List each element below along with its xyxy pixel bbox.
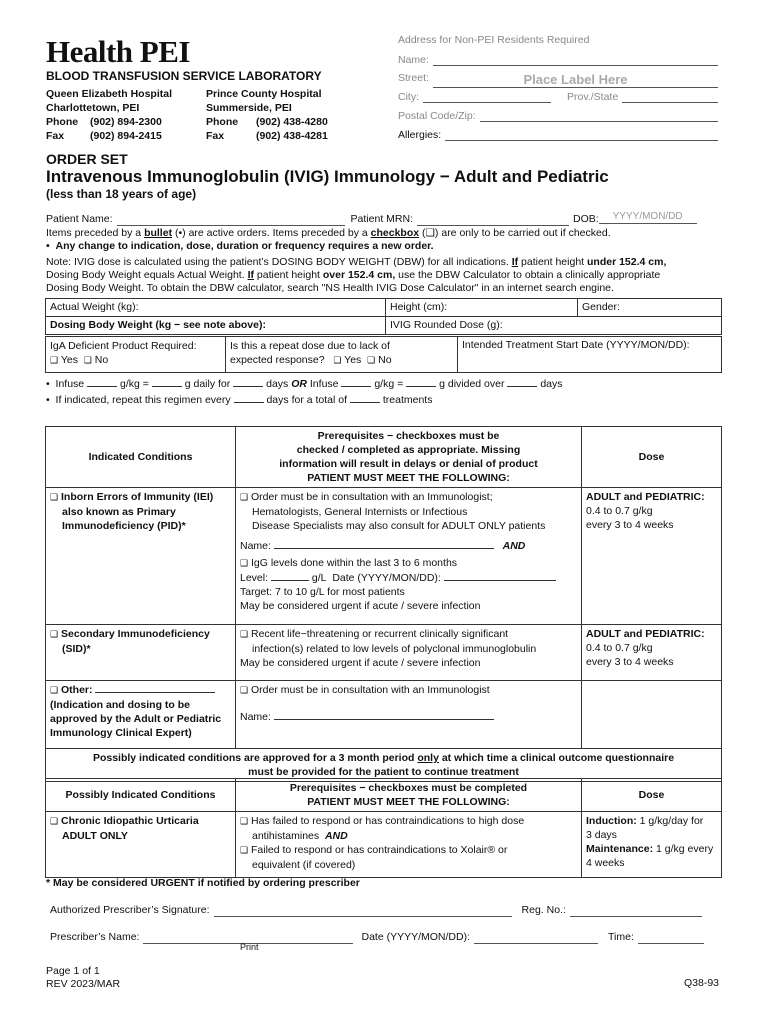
checkbox-icon[interactable]: ❑: [240, 630, 249, 640]
sid-condition: Secondary Immunodeficiency: [61, 628, 210, 640]
address-name-field[interactable]: [433, 54, 718, 66]
dob-placeholder: YYYY/MON/DD: [612, 211, 683, 222]
possible-conditions-table: [45, 778, 722, 878]
infuse-or: OR: [291, 378, 307, 390]
address-postal-label: Postal Code/Zip:: [398, 110, 476, 122]
other-condition-label: Other:: [61, 684, 93, 696]
other-condition-text: approved by the Adult or Pediatric: [50, 713, 222, 725]
height-cell[interactable]: [386, 299, 578, 317]
pid-dose-text: every 3 to 4 weeks: [586, 519, 674, 531]
order-set-heading: ORDER SET: [46, 151, 128, 167]
checkbox-icon[interactable]: ❑: [50, 356, 59, 366]
repeat-question: expected response?: [230, 354, 325, 366]
checkbox-icon[interactable]: ❑: [240, 559, 249, 569]
checkbox-icon[interactable]: ❑: [83, 356, 92, 366]
header-conditions: [46, 427, 236, 488]
gender-cell[interactable]: [578, 299, 722, 317]
other-name-label: Name:: [240, 711, 271, 723]
ciu-induction-value: 1 g/kg/day for: [639, 815, 704, 827]
pid-dose-cell: [582, 488, 722, 625]
address-name-row[interactable]: [398, 54, 718, 66]
checkbox-icon[interactable]: ❑: [240, 686, 249, 696]
dosing-weight-label: Dosing Body Weight (kg − see note above):: [50, 319, 266, 331]
page-number: Page 1 of 1: [46, 965, 100, 977]
place-label-text: Place Label Here: [523, 72, 628, 87]
address-city-field[interactable]: [423, 91, 551, 103]
change-note-text: Any change to indication, dose, duration or frequency requires a new order.: [55, 240, 434, 252]
pid-prereq-text: Hematologists, General Internists or Infectious: [252, 506, 468, 518]
signature-label: Authorized Prescriber’s Signature:: [50, 904, 210, 916]
patient-row: [46, 212, 726, 226]
checkbox-icon[interactable]: ❑: [50, 817, 59, 827]
header-conditions-text: Indicated Conditions: [88, 451, 193, 463]
pid-dose-heading: ADULT and PEDIATRIC:: [586, 491, 705, 503]
header-prereq-line: PATIENT MUST MEET THE FOLLOWING:: [307, 472, 510, 484]
blank-field[interactable]: [233, 377, 263, 387]
sid-condition-cell: [46, 625, 236, 681]
pid-level-field[interactable]: [271, 571, 309, 581]
time-field[interactable]: [638, 930, 704, 944]
reg-no-label: Reg. No.:: [521, 904, 566, 916]
pid-dose-text: 0.4 to 0.7 g/kg: [586, 505, 653, 517]
pid-date-field[interactable]: [444, 571, 556, 581]
pid-urgent: May be considered urgent if acute / severe infection: [240, 600, 481, 612]
print-caption: Print: [240, 942, 259, 952]
ciu-condition: ADULT ONLY: [62, 830, 128, 842]
allergies-field[interactable]: [445, 129, 718, 141]
regimen-text: treatments: [382, 394, 433, 406]
other-condition-cell: [46, 681, 236, 749]
other-condition-text: Immunology Clinical Expert): [50, 727, 192, 739]
patient-name-label: Patient Name:: [46, 213, 113, 225]
blank-field[interactable]: [406, 377, 436, 387]
checkbox-icon[interactable]: ❑: [50, 686, 59, 696]
repeat-question: Is this a repeat dose due to lack of: [230, 340, 390, 352]
sid-dose-cell: [582, 625, 722, 681]
pid-prereq-cell: [236, 488, 582, 625]
header-possible-dose: [582, 779, 722, 812]
dob-field[interactable]: [599, 210, 697, 224]
ciu-and: AND: [324, 830, 348, 842]
header-prereq-line: Prerequisites − checkboxes must be: [317, 430, 500, 442]
pid-condition: Inborn Errors of Immunity (IEI): [61, 491, 214, 503]
actual-weight-cell[interactable]: [46, 299, 386, 317]
pid-prereq-text: Order must be in consultation with an Immunologist;: [251, 491, 493, 503]
note-text: over 152.4 cm,: [322, 269, 396, 281]
other-dose-cell[interactable]: [582, 681, 722, 749]
pch-fax: (902) 438-4281: [256, 130, 328, 142]
pid-level-label: Level:: [240, 572, 269, 584]
iga-table: [45, 336, 722, 373]
regimen-text: days for a total of: [266, 394, 348, 406]
header-prereq-line: information will result in delays or denial of product: [279, 458, 538, 470]
header-prerequisites: [236, 427, 582, 488]
blank-field[interactable]: [152, 377, 182, 387]
ciu-maintenance-value: 4 weeks: [586, 857, 625, 869]
note-text: Dosing Body Weight equals Actual Weight.: [46, 269, 248, 281]
infuse-text: Infuse: [55, 378, 85, 390]
note-text: Dosing Body Weight. To obtain the DBW calculator, search "NS Health IVIG Dose Calculator" in an internet search engine.: [46, 282, 614, 294]
dob-label: DOB:: [572, 213, 599, 225]
pch-name: Prince County Hospital: [206, 88, 322, 100]
ciu-induction-value: 3 days: [586, 829, 617, 841]
header-possible-conditions: [46, 779, 236, 812]
blank-field[interactable]: [350, 393, 380, 403]
sid-dose-heading: ADULT and PEDIATRIC:: [586, 628, 705, 640]
date-field[interactable]: [474, 930, 598, 944]
sid-dose-text: 0.4 to 0.7 g/kg: [586, 642, 653, 654]
signature-field[interactable]: [214, 903, 512, 917]
ciu-prereq-text: equivalent (if covered): [252, 859, 356, 871]
possible-note-text: at which time a clinical outcome questionnaire: [438, 752, 675, 764]
header-dose-text: Dose: [638, 789, 665, 801]
blank-field[interactable]: [87, 377, 117, 387]
qeh-phone-label: Phone: [46, 116, 79, 128]
blank-field[interactable]: [234, 393, 264, 403]
patient-mrn-field[interactable]: [417, 212, 569, 226]
signature-row: [46, 903, 726, 917]
bullet-icon: •: [46, 378, 50, 390]
infuse-text: g divided over: [439, 378, 505, 390]
possible-note-text: must be provided for the patient to continue treatment: [248, 766, 519, 778]
pid-condition-cell: [46, 488, 236, 625]
note-bullet-word: bullet: [144, 227, 173, 239]
address-prov-label: Prov./State: [567, 91, 619, 103]
prescriber-row: [46, 930, 726, 944]
allergies-label: Allergies:: [398, 129, 442, 141]
lab-title: BLOOD TRANSFUSION SERVICE LABORATORY: [46, 69, 322, 83]
header-prereq-line: Prerequisites − checkboxes must be completed: [289, 782, 528, 794]
rounded-dose-label: IVIG Rounded Dose (g):: [390, 319, 503, 331]
pid-and: AND: [502, 540, 526, 552]
bullet-icon: •: [46, 394, 50, 406]
possible-conditions-note: [46, 749, 722, 782]
iga-no-label: No: [94, 354, 109, 366]
sid-condition: (SID)*: [62, 643, 91, 655]
ciu-maintenance-label: Maintenance:: [586, 843, 654, 855]
note-text: patient height: [253, 269, 323, 281]
dosing-weight-cell[interactable]: [46, 317, 386, 335]
note-checkbox-word: checkbox: [370, 227, 420, 239]
actual-weight-label: Actual Weight (kg):: [50, 301, 139, 313]
prescriber-name-label: Prescriber’s Name:: [50, 931, 140, 943]
time-label: Time:: [608, 931, 634, 943]
repeat-cell: [226, 337, 458, 373]
qeh-fax-label: Fax: [46, 130, 65, 142]
pid-condition: Immunodeficiency (PID)*: [62, 520, 186, 532]
ciu-maintenance-value: 1 g/kg every: [656, 843, 714, 855]
pid-date-label: Date (YYYY/MON/DD):: [332, 572, 441, 584]
start-date-cell[interactable]: [458, 337, 722, 373]
infuse-text: Infuse: [309, 378, 339, 390]
note-text: under 152.4 cm,: [587, 256, 667, 268]
other-condition-text: (Indication and dosing to be: [50, 699, 190, 711]
sid-prereq-text: May be considered urgent if acute / severe infection: [240, 657, 481, 669]
pid-target: Target: 7 to 10 g/L for most patients: [240, 586, 405, 598]
revision: REV 2023/MAR: [46, 978, 121, 990]
pch-fax-label: Fax: [206, 130, 225, 142]
change-note: [46, 240, 726, 253]
other-condition-field[interactable]: [95, 683, 215, 693]
other-prereq-text: Order must be in consultation with an Immunologist: [251, 684, 490, 696]
pch-phone: (902) 438-4280: [256, 116, 328, 128]
qeh-name: Queen Elizabeth Hospital: [46, 88, 173, 100]
checkbox-icon[interactable]: ❑: [50, 493, 59, 503]
blank-field[interactable]: [341, 377, 371, 387]
checkbox-icon[interactable]: ❑: [240, 846, 249, 856]
ciu-induction-label: Induction:: [586, 815, 637, 827]
ciu-condition-cell: [46, 812, 236, 878]
urgent-footnote: * May be considered URGENT if notified by ordering prescriber: [46, 877, 360, 889]
address-city-row[interactable]: [398, 91, 718, 103]
pid-name-label: Name:: [240, 540, 271, 552]
iga-yes-label: Yes: [60, 354, 78, 366]
page-info: [46, 965, 120, 991]
reg-no-field[interactable]: [570, 903, 702, 917]
patient-mrn-label: Patient MRN:: [350, 213, 413, 225]
allergies-row[interactable]: [398, 129, 718, 141]
qeh-city: Charlottetown, PEI: [46, 102, 140, 114]
note-text: (❑) are only to be carried out if checked.: [419, 227, 611, 239]
address-street-field[interactable]: [433, 72, 718, 88]
pch-phone-label: Phone: [206, 116, 239, 128]
pid-igg-text: IgG levels done within the last 3 to 6 months: [251, 557, 458, 569]
conditions-table: [45, 426, 722, 782]
infuse-text: days: [540, 378, 563, 390]
note-text: Items preceded by a: [46, 227, 145, 239]
iga-cell: [46, 337, 226, 373]
address-street-label: Street:: [398, 72, 429, 84]
ciu-prereq-text: Failed to respond or has contraindications to Xolair® or: [251, 844, 508, 856]
ciu-prereq-text: antihistamines: [252, 830, 320, 842]
address-city-label: City:: [398, 91, 419, 103]
pid-name-field[interactable]: [274, 539, 494, 549]
other-prereq-cell: [236, 681, 582, 749]
note-text: If: [511, 256, 519, 268]
rounded-dose-cell[interactable]: [386, 317, 722, 335]
pch-city: Summerside, PEI: [206, 102, 292, 114]
blank-field[interactable]: [507, 377, 537, 387]
qeh-phone: (902) 894-2300: [90, 116, 162, 128]
address-street-row[interactable]: [398, 72, 718, 88]
pid-gl-unit: g/L: [311, 572, 327, 584]
header-possible-prereq: [236, 779, 582, 812]
ciu-prereq-text: Has failed to respond or has contraindications to high dose: [251, 815, 525, 827]
infuse-text: g/kg =: [119, 378, 149, 390]
checkbox-icon[interactable]: ❑: [240, 817, 249, 827]
header-prereq-line: PATIENT MUST MEET THE FOLLOWING:: [307, 796, 510, 808]
checkbox-icon[interactable]: ❑: [50, 630, 59, 640]
checkbox-icon[interactable]: ❑: [367, 356, 376, 366]
note-text: If: [247, 269, 254, 281]
possible-note-text: Possibly indicated conditions are approved for a 3 month period: [92, 752, 418, 764]
health-pei-logo: Health PEI: [46, 34, 190, 69]
address-heading: Address for Non-PEI Residents Required: [398, 34, 590, 46]
ciu-condition: Chronic Idiopathic Urticaria: [61, 815, 199, 827]
bullet-icon: •: [46, 240, 50, 252]
repeat-regimen-line: [46, 393, 726, 407]
infuse-text: g/kg =: [374, 378, 404, 390]
measurement-table: [45, 298, 722, 335]
repeat-yes-label: Yes: [344, 354, 362, 366]
infuse-text: g daily for: [184, 378, 231, 390]
height-label: Height (cm):: [390, 301, 448, 313]
address-postal-row[interactable]: [398, 110, 718, 122]
iga-question: IgA Deficient Product Required:: [50, 340, 197, 352]
ciu-prereq-cell: [236, 812, 582, 878]
checkbox-icon[interactable]: ❑: [240, 493, 249, 503]
checkbox-note: [46, 227, 726, 240]
qeh-contact: [46, 87, 172, 143]
infuse-text: days: [266, 378, 289, 390]
qeh-fax: (902) 894-2415: [90, 130, 162, 142]
checkbox-icon[interactable]: ❑: [333, 356, 342, 366]
form-number: Q38-93: [684, 977, 720, 989]
note-text: use the DBW Calculator to obtain a clinically appropriate: [395, 269, 661, 281]
header-possible-conditions-text: Possibly Indicated Conditions: [65, 789, 216, 801]
repeat-no-label: No: [378, 354, 392, 366]
address-name-label: Name:: [398, 54, 429, 66]
page-title: Intravenous Immunoglobulin (IVIG) Immunology − Adult and Pediatric: [46, 167, 609, 186]
sid-prereq-cell: [236, 625, 582, 681]
note-text: patient height: [518, 256, 587, 268]
note-text: (•) are active orders. Items preceded by a: [172, 227, 371, 239]
sid-prereq-text: infection(s) related to low levels of polyclonal immunoglobulin: [252, 643, 537, 655]
sid-prereq-text: Recent life−threatening or recurrent clinically significant: [251, 628, 509, 640]
note-text: Note: IVIG dose is calculated using the patient’s DOSING BODY WEIGHT (DBW) for all indications.: [46, 256, 512, 268]
infuse-line: [46, 377, 726, 391]
pid-prereq-text: Disease Specialists may also consult for ADULT ONLY patients: [252, 520, 546, 532]
page-subtitle: (less than 18 years of age): [46, 187, 197, 201]
gender-label: Gender:: [582, 301, 620, 313]
dbw-note: [46, 256, 726, 295]
sid-dose-text: every 3 to 4 weeks: [586, 656, 674, 668]
pid-condition: also known as Primary: [62, 506, 176, 518]
start-date-label: Intended Treatment Start Date (YYYY/MON/DD):: [462, 339, 690, 351]
address-prov-field[interactable]: [622, 91, 718, 103]
address-postal-field[interactable]: [480, 110, 718, 122]
regimen-text: If indicated, repeat this regimen every: [55, 394, 231, 406]
patient-name-field[interactable]: [117, 212, 345, 226]
pch-contact: [206, 87, 328, 143]
header-prereq-line: checked / completed as appropriate. Missing: [296, 444, 521, 456]
header-dose-text: Dose: [638, 451, 665, 463]
header-dose: [582, 427, 722, 488]
possible-note-only: only: [417, 752, 439, 764]
date-label: Date (YYYY/MON/DD):: [361, 931, 471, 943]
ciu-dose-cell: [582, 812, 722, 878]
other-name-field[interactable]: [274, 710, 494, 720]
